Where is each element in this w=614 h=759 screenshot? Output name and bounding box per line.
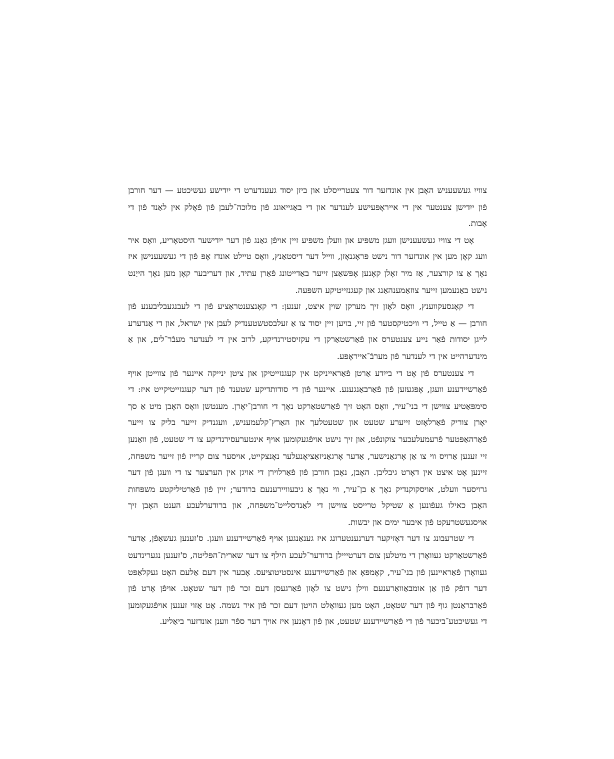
paragraph-1: צווייִ געשעעניש האָבן אין אונדזער דור צעטרייסלט און ביזן יסוד געענדערט די ייִדישע געשיכטע — דער חורבן פֿון ייִדישן צענטער אין די אייראָפּעישע לענדער און די באַגייאונג פֿון מלוכה־לעבן פֿון פֿאָלק אין לאַנד פֿון די אָבות. <box>128 185 487 229</box>
paragraph-3: די קאָנסעקווענץ, וואָס לאָזן זיך מערקן שוין איצט, זענען: די קאָנצענטראַציע פֿון די לעבנגעבליבענע פֿון חורבן — אַ טייל, די וויכטיקסטער פֿון זיי, בויען זיין יסוד צו אַ זעלבסטשטענדיק לעבן אין ישראל, און די אַנדערע לייגן יסודות פֿאַר נייע צענטערס און פֿאַרשטאַרקן די עקזיסטירנדיקע, לרוב אין די לענדער מעבֿר־לים, און אַ מינדערהייט אין די לענדער פֿון מערבֿ־אייראָפּע. <box>128 301 487 361</box>
paragraph-5: די שטרעבונג צו דער דאָזיקער דערנענטערונג איז גענאַנגען אויף פֿאַרשיידענע וועגן. ס'זענען געשאַפֿן, אַדער פֿאַרשטאַרקט געוואָרן די מיטלען צום דערטייילן ברודער־לעכע הילף צו דער שארית־הפּליטה, ס'זענען נגערינדעט געוואָרן פֿאַראיינען פֿון בני־עיר, קאָמפּאָ און פֿאַרשיידענע אינסטיטוציעס. אָבער אין דעם אַלעם האָט געקלאַפּט דער דופֿק פֿון אַן אומבאַוואַרענעם ווילן נישט צו לאָזן פֿאַרגעסן דעם זכר פֿון דער שטאָט. אויפֿן אָרט פֿון פֿאַרבראַנטן גוף פֿון דער שטאָט, האָט מען געוואָלט הויטן דעם זכר פֿון איר נשמה. אָט אַזוי זענען אויפֿגעקומען די געשיכטע־ביכער פֿון די פֿאַרשיידענע שטעט, און פֿון דאָנען איז אויך דער ספֿר ווענן אונדזער ביאַליע. <box>128 533 487 627</box>
body-text <box>128 182 487 630</box>
paragraph-2: אָט די צווייִ געשעענישן וועגן משפּיע און וועלן משפּיע זיין אויפֿן גאַנג פֿון דער ייִדישער היסטאָריע, וואָס איר וועג קאָן מען אין אונדזער דור נישט פּראָגנאָזן, ווייל דער דיסטאַנץ, וואָס טיילט אונדז אָפּ פֿון די געשעענישן איז נאָך אַ צו קורצער, אַז מיר זאָלן קאָנען אָפּשאַצן זייער באַדייטונג פֿאַרן עתיד, און דעריבער קאָן מען נאָך הייַנט נישט באַנעמען זייער צוזאַמענהאַנג און קעגנזייטיקע השפּעה. <box>128 234 487 295</box>
paragraph-4: די צענטערס פֿון אָט די בייִדע אַרטן פֿאַראייניקט אין קעגנזייטיקן און ציטן ינייקה איינער פֿון צווייטן אויף פֿאַרשיידענע וועגן, אָפּגעזען פֿון פֿאַרבאַנגענע. איינער פֿון די סודותדיקע שטענד פֿון דער קעגנזייטיקייט איז: די סימפּאַטיע צווישן די בני־עיר, וואָס האָט זיך פֿאַרשטאַרקט נאָך די חורבן־יאָרן. מענטשן וואָס האָבן מיט אַ סך יאָרן צוריק פֿאַרלאָזט זייערע שטעט און שטעטלעך און האַרץ־קלעמעניש, וועגנדיק זייער בליק צו זייער פֿאַרהאַפּטער פֿרעמעלעכער צוקונפֿט, און זיך נישט אויפֿגעקומען אויף אינטערעסירנדיקע צו די שטעט, פֿון וואַנען זיי זענען אַרויס ווי צו אַן אָרגאַנישער, אַדער אָרגאַניזאַציאָנעלער נאָנצקייט, אויסער צום קרייז פֿון זייער משפּחה, זיינען אָט איצט אין דאָרט גיבליבן. האָבן, נאָכן חורבן פֿון פֿאַרלוירן די אויגן אין הערצער צו די וועגן פֿון דער גרויסער וועלט, אויסקוקנדיק נאָך אַ בן־עיר, ווי נאָך אַ גיבעוויירענעם ברודער; זיין פֿון פֿאַרטיליקטע משפּחות האָבן כאילו געפֿונען אַ שטיקל טרייסט צווישן די לאַנדסלייט־משפּחה, און ברודערלעכע הענט האָבן זיך אויסגעשטרעקט פֿון איבער ימים און יבשות. <box>128 367 487 527</box>
